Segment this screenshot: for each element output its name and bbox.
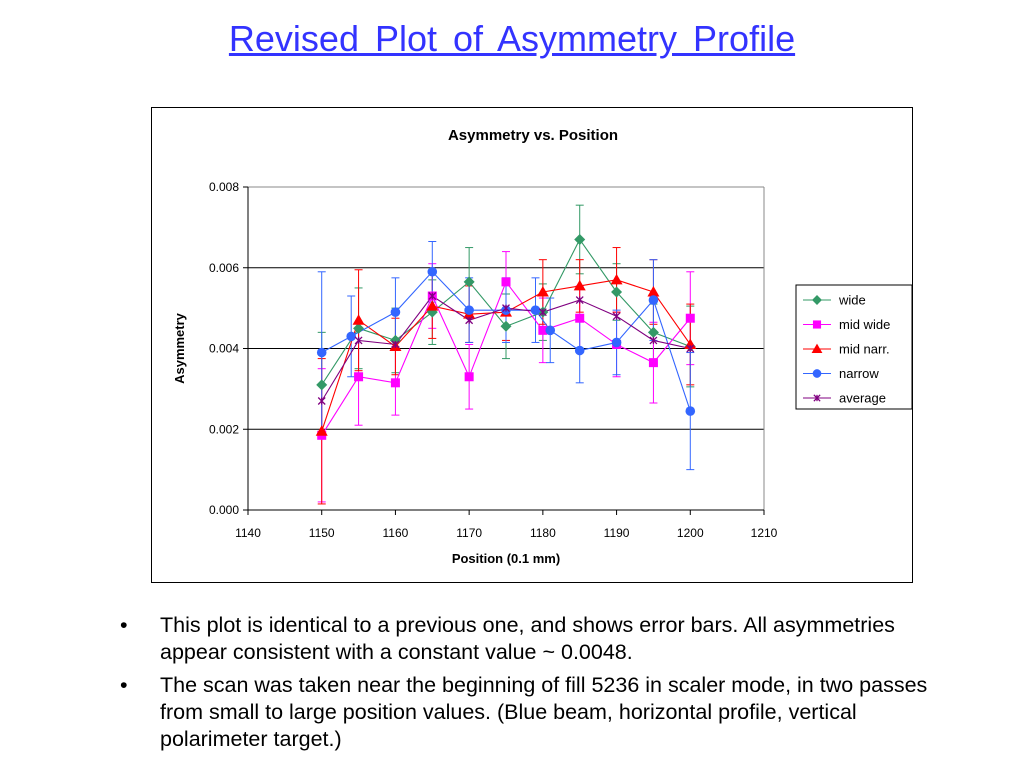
data-point: [354, 372, 363, 381]
legend-label: average: [839, 390, 886, 406]
data-point: [316, 379, 327, 390]
data-point: [317, 348, 327, 358]
legend-marker: [813, 369, 822, 378]
data-point: [427, 267, 437, 277]
data-point: [318, 397, 325, 404]
bullet-marker: •: [120, 673, 128, 697]
data-point: [531, 305, 541, 315]
bullet-list: [116, 612, 936, 759]
x-tick-label: 1150: [308, 526, 335, 540]
data-point: [686, 314, 695, 323]
data-point: [391, 307, 401, 317]
legend-label: narrow: [839, 366, 879, 381]
data-point: [612, 338, 622, 348]
data-point: [647, 286, 659, 297]
x-tick-label: 1160: [382, 526, 409, 540]
data-point: [575, 346, 585, 356]
chart-title: Asymmetry vs. Position: [447, 127, 619, 144]
legend-label: mid narr.: [839, 341, 890, 357]
legend-label: mid wide: [839, 317, 891, 332]
data-point: [346, 332, 356, 342]
asymmetry-chart: [152, 108, 914, 584]
legend-marker: [813, 320, 821, 328]
y-tick-label: 0.004: [208, 341, 239, 356]
bullet-item: [116, 612, 936, 666]
data-point: [465, 372, 474, 381]
data-point: [502, 277, 511, 286]
x-tick-label: 1140: [235, 526, 261, 540]
legend-label: wide: [839, 292, 866, 308]
data-point: [545, 326, 555, 336]
x-tick-label: 1170: [456, 526, 483, 540]
data-point: [611, 274, 623, 285]
bullet-marker: •: [120, 613, 128, 637]
bullet-text: This plot is identical to a previous one, and shows error bars. All asymmetries appear consistent with a constant value ~ 0.0048.: [160, 613, 895, 664]
x-tick-label: 1190: [603, 526, 630, 540]
data-point: [574, 234, 585, 245]
y-tick-label: 0.002: [208, 422, 239, 437]
data-point: [575, 314, 584, 323]
data-point: [685, 406, 695, 416]
data-point: [353, 314, 365, 325]
x-tick-label: 1210: [750, 526, 778, 540]
slide-title: Revised Plot of Asymmetry Profile: [228, 18, 796, 59]
y-tick-label: 0.000: [208, 503, 239, 517]
bullet-item: [116, 672, 936, 753]
y-tick-label: 0.006: [208, 260, 239, 275]
y-tick-label: 0.008: [208, 180, 239, 194]
data-point: [391, 378, 400, 387]
data-point: [316, 425, 328, 436]
x-tick-label: 1200: [676, 526, 704, 540]
data-point: [649, 358, 658, 367]
chart-frame: [151, 107, 913, 583]
data-point: [466, 317, 473, 324]
data-point: [649, 295, 659, 305]
bullet-text: The scan was taken near the beginning of fill 5236 in scaler mode, in two passes from small to large position values. (Blue beam, horizontal profile, vertical polarimeter target.): [160, 673, 928, 751]
data-point: [576, 297, 583, 304]
data-point: [464, 305, 474, 315]
y-axis-label: Asymmetry: [172, 313, 187, 384]
x-axis-label: Position (0.1 mm): [451, 551, 561, 566]
data-point: [613, 313, 620, 320]
x-tick-label: 1180: [529, 526, 556, 540]
